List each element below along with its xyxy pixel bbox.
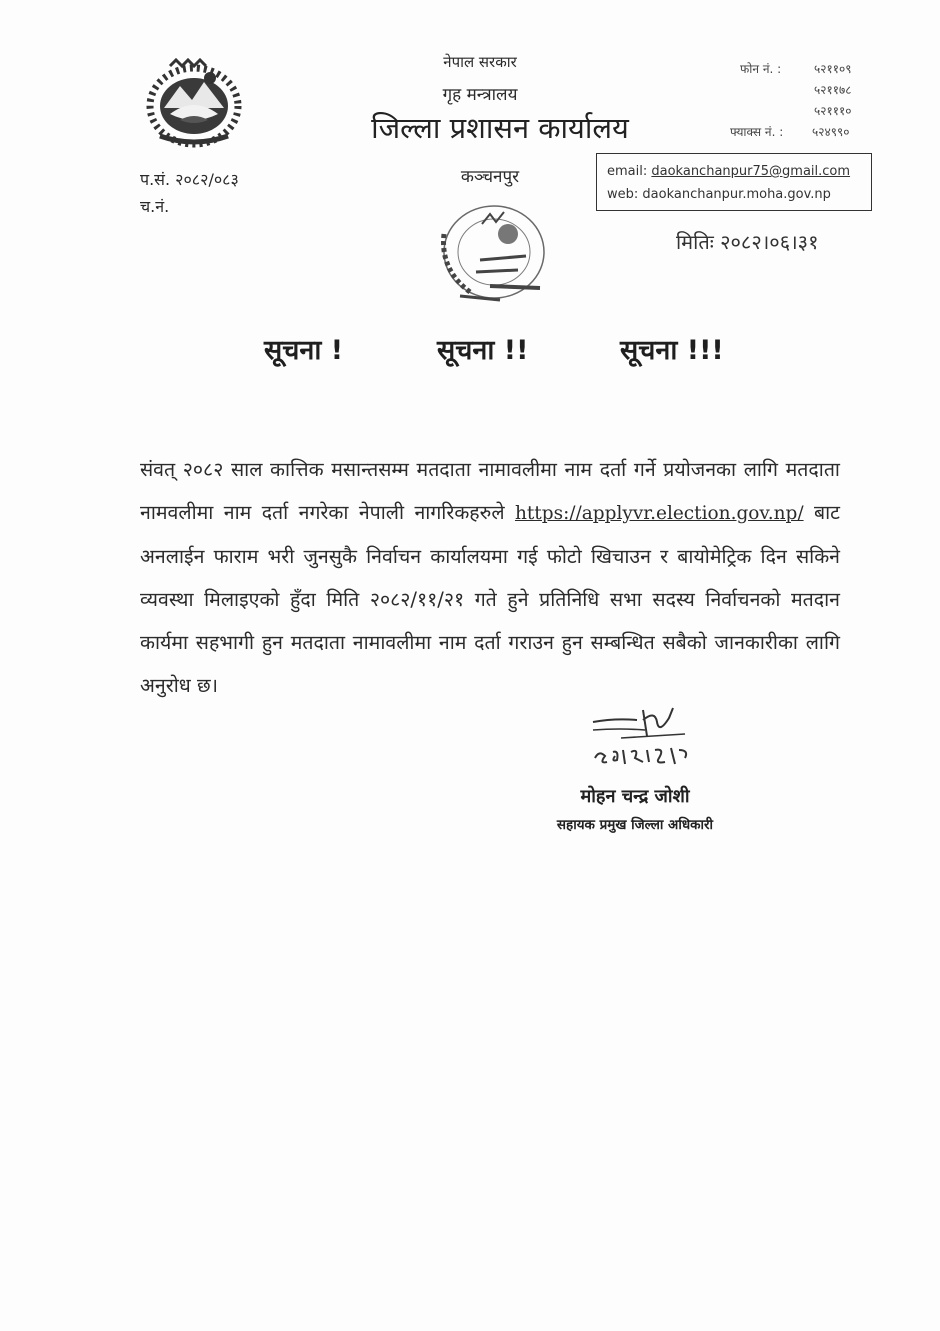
web-label: web: bbox=[607, 187, 639, 202]
contact-box bbox=[596, 153, 872, 211]
header-office-title: जिल्ला प्रशासन कार्यालय bbox=[371, 111, 629, 145]
notice-heading-1: सूचना ! bbox=[264, 335, 344, 366]
registration-url-link[interactable]: https://applyvr.election.gov.np/ bbox=[514, 503, 804, 524]
signatory-designation: सहायक प्रमुख जिल्ला अधिकारी bbox=[556, 817, 714, 833]
email-link[interactable]: daokanchanpur75@gmail.com bbox=[651, 164, 851, 179]
phone-number-1: ५२११०९ bbox=[814, 62, 852, 76]
phone-number-2: ५२११७८ bbox=[814, 83, 852, 97]
handwritten-signature bbox=[585, 700, 695, 780]
letter-date: मितिः २०८२।०६।३१ bbox=[676, 230, 819, 254]
reference-block bbox=[140, 166, 239, 220]
body-text-part-1: संवत् २०८२ साल कात्तिक मसान्तसम्म मतदाता नामावलीमा नाम दर्ता गर्ने प्रयोजनका लागि मतदाता नामवलीमा नाम दर्ता नगरेका नेपाली नागरिकहरुले bbox=[140, 458, 840, 524]
fax-label: फ्याक्स नं. : bbox=[730, 125, 784, 139]
header-government: नेपाल सरकार bbox=[443, 53, 517, 71]
header-district: कञ्चनपुर bbox=[460, 167, 520, 187]
body-text-part-2: बाट अनलाईन फाराम भरी जुनसुकै निर्वाचन कार्यालयमा गई फोटो खिचाउन र बायोमेट्रिक दिन सकिने व्यवस्था मिलाइएको हुँदा मिति २०८२/११/२१ गते हुने प्रतिनिधि सभा सदस्य निर्वाचनको मतदान कार्यमा सहभागी हुन मतदाता नामावलीमा नाम दर्ता गराउन हुन सम्बन्धित सबैको जानकारीका लागि अनुरोध छ। bbox=[140, 501, 840, 697]
notice-body bbox=[140, 448, 840, 707]
notice-heading-3: सूचना !!! bbox=[620, 335, 724, 366]
header-ministry: गृह मन्त्रालय bbox=[442, 85, 518, 105]
email-label: email: bbox=[607, 164, 648, 179]
phone-number-3: ५२१११० bbox=[814, 104, 852, 118]
letter-number: प.सं. २०८२/०८३ bbox=[140, 170, 239, 189]
nepal-emblem-logo bbox=[140, 56, 248, 148]
notice-heading-2: सूचना !! bbox=[437, 335, 529, 366]
dispatch-number: च.नं. bbox=[140, 197, 170, 216]
phone-label: फोन नं. : bbox=[740, 62, 782, 76]
fax-number: ५२४९९० bbox=[812, 125, 850, 139]
web-line bbox=[607, 183, 861, 206]
web-address: daokanchanpur.moha.gov.np bbox=[642, 187, 831, 202]
signatory-name: मोहन चन्द्र जोशी bbox=[580, 786, 690, 807]
office-seal-stamp bbox=[430, 200, 552, 308]
email-line bbox=[607, 160, 861, 183]
